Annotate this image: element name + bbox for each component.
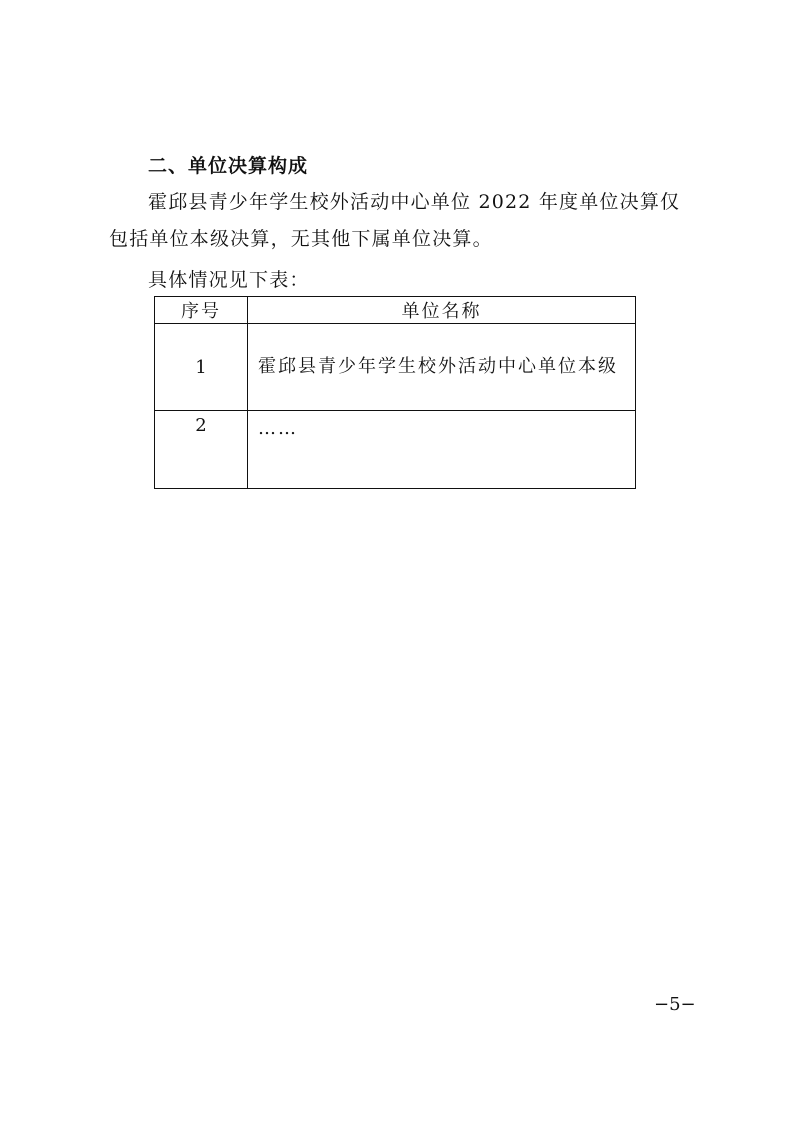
row-unit-name: 霍邱县青少年学生校外活动中心单位本级 [248, 324, 636, 411]
page-number: −5− [654, 994, 696, 1015]
section-heading: 二、单位决算构成 [148, 155, 309, 177]
body-paragraph-1: 霍邱县青少年学生校外活动中心单位 2022 年度单位决算仅包括单位本级决算，无其他下属单位决算。 [109, 191, 681, 250]
unit-table [154, 296, 636, 489]
body-paragraph-2: 具体情况见下表： [148, 269, 310, 291]
table-header-row [155, 297, 636, 324]
row-unit-name: …… [248, 411, 636, 489]
header-unit-name: 单位名称 [248, 297, 636, 324]
table-row [155, 324, 636, 411]
table-row [155, 411, 636, 489]
header-index: 序号 [155, 297, 248, 324]
row-index: 1 [155, 324, 248, 411]
row-index: 2 [155, 411, 248, 489]
